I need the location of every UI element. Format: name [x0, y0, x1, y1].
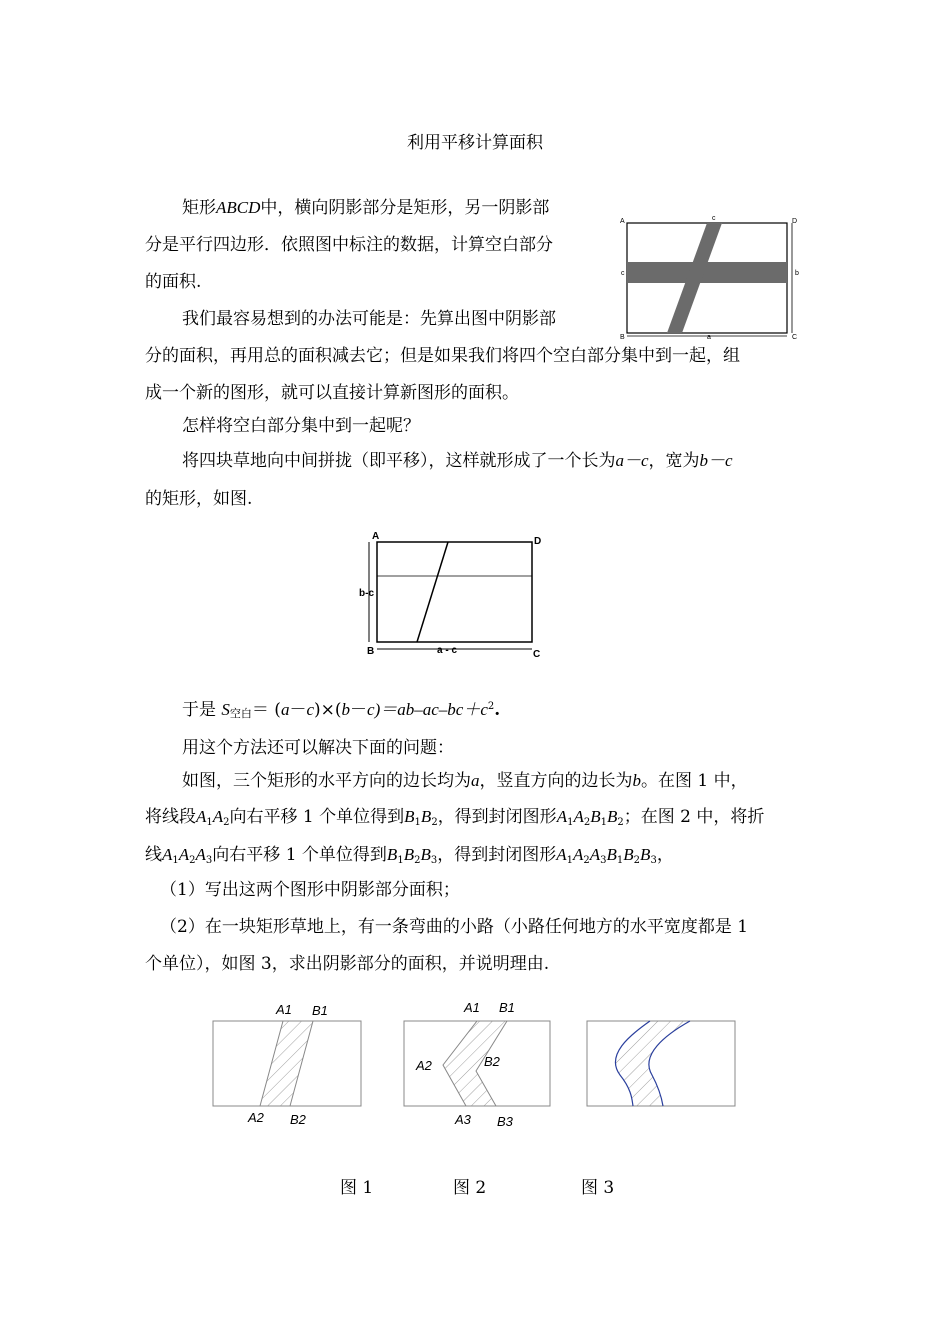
label-D: D — [534, 536, 542, 547]
p4-line1: 将四块草地向中间拼拢（即平移），这样就形成了一个长为a－c，宽为b－c — [182, 451, 733, 471]
p7-line2: 将线段$A_1A_2$向右平移 1 个单位得到$B_1B_2$，得到封闭图形$A_1A_2B_1B_2$；在图 2 中，将折 — [145, 807, 765, 828]
label-B1: B1 — [312, 1003, 328, 1018]
page-title: 利用平移计算面积 — [407, 133, 543, 153]
p7-line3: 线$A_1A_2A_3$向右平移 1 个单位得到$B_1B_2B_3$，得到封闭图形$A_1A_2A_3B_1B_2B_3$， — [145, 845, 674, 866]
label-A2: A2 — [248, 1110, 264, 1125]
label-A2: A2 — [416, 1058, 432, 1073]
p2-line1: 我们最容易想到的办法可能是：先算出图中阴影部 — [182, 309, 556, 329]
label-b-c: b-c — [359, 588, 374, 599]
label-C: C — [792, 334, 798, 341]
p3: 怎样将空白部分集中到一起呢？ — [182, 416, 420, 436]
figure-2 — [404, 1000, 550, 1129]
p1-line3: 的面积. — [145, 272, 202, 292]
label-B: B — [367, 646, 375, 657]
figure-3 — [587, 1021, 735, 1106]
label-B: B — [620, 334, 625, 341]
caption-figure-3: 图 3 — [581, 1178, 615, 1198]
figure-1 — [213, 1002, 361, 1127]
label-B1: B1 — [499, 1000, 515, 1015]
p1-line1: 矩形ABCD中，横向阴影部分是矩形，另一阴影部 — [182, 198, 550, 218]
label-A1: A1 — [276, 1002, 292, 1017]
label-B2: B2 — [290, 1112, 306, 1127]
label-c-left: c — [621, 270, 625, 277]
label-D: D — [792, 218, 798, 225]
formula: 于是 S空白＝ $(a-c)\times(b-c)=ab-ac-bc+c^2$. — [182, 700, 501, 720]
caption-figure-2: 图 2 — [453, 1178, 487, 1198]
p7-line1: 如图，三个矩形的水平方向的边长均为a，竖直方向的边长为b。在图 1 中， — [182, 771, 748, 791]
p2-line3: 成一个新的图形，就可以直接计算新图形的面积。 — [145, 383, 519, 403]
rect-combined — [377, 542, 532, 642]
p2-line2: 分的面积，再用总的面积减去它；但是如果我们将四个空白部分集中到一起，组 — [145, 346, 740, 366]
label-a-c: a - c — [437, 645, 458, 656]
question-1: （1）写出这两个图形中阴影部分面积； — [160, 880, 460, 900]
figures-1-2-3 — [200, 995, 760, 1135]
p1-line2: 分是平行四边形．依照图中标注的数据，计算空白部分 — [145, 235, 553, 255]
p4-line2: 的矩形，如图. — [145, 489, 253, 509]
label-C: C — [533, 649, 541, 660]
figure-abcd-shaded — [612, 213, 812, 343]
question-2-line1: （2）在一块矩形草地上，有一条弯曲的小路（小路任何地方的水平宽度都是 1 — [160, 917, 749, 937]
figure-combined-rect — [355, 528, 555, 660]
label-c-top: c — [712, 215, 716, 222]
question-2-line2: 个单位），如图 3，求出阴影部分的面积，并说明理由. — [145, 954, 550, 974]
label-b: b — [795, 270, 799, 277]
label-A3: A3 — [455, 1112, 471, 1127]
horizontal-shade — [627, 262, 787, 283]
caption-figure-1: 图 1 — [340, 1178, 374, 1198]
label-A: A — [372, 531, 380, 542]
label-B2: B2 — [484, 1054, 500, 1069]
label-A1: A1 — [464, 1000, 480, 1015]
p6: 用这个方法还可以解决下面的问题： — [182, 738, 454, 758]
label-a: a — [707, 334, 711, 341]
label-A: A — [620, 218, 625, 225]
label-B3: B3 — [497, 1114, 513, 1129]
